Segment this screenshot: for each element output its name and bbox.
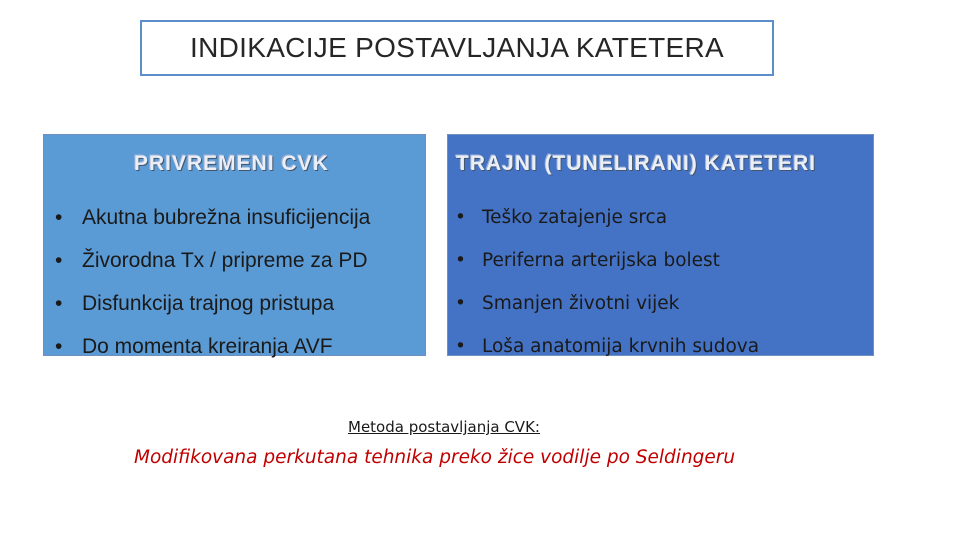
list-item xyxy=(455,282,875,325)
left-indication-list xyxy=(55,196,415,368)
list-item xyxy=(455,239,875,282)
bullet-icon: • xyxy=(455,293,466,314)
list-item-text: Loša anatomija krvnih sudova xyxy=(482,336,760,357)
method-label: Metoda postavljanja CVK: xyxy=(348,418,540,436)
bullet-icon: • xyxy=(55,206,63,229)
list-item-text: Disfunkcija trajnog pristupa xyxy=(82,292,335,315)
bullet-icon: • xyxy=(55,335,63,358)
list-item xyxy=(55,239,415,282)
right-panel-heading: TRAJNI (TUNELIRANI) KATETERI xyxy=(456,152,817,175)
list-item-text: Smanjen životni vijek xyxy=(482,293,680,314)
list-item xyxy=(55,196,415,239)
list-item xyxy=(455,325,875,368)
bullet-icon: • xyxy=(55,292,63,315)
list-item-text: Teško zatajenje srca xyxy=(482,207,668,228)
left-panel-heading: PRIVREMENI CVK xyxy=(134,152,329,175)
bullet-icon: • xyxy=(455,250,466,271)
list-item-text: Periferna arterijska bolest xyxy=(482,250,720,271)
slide-title: INDIKACIJE POSTAVLJANJA KATETERA xyxy=(140,20,774,76)
list-item-text: Do momenta kreiranja AVF xyxy=(82,335,333,358)
list-item xyxy=(55,325,415,368)
method-description: Modifikovana perkutana tehnika preko žice vodilje po Seldingeru xyxy=(134,447,736,468)
bullet-icon: • xyxy=(455,207,466,228)
right-indication-list xyxy=(455,196,875,368)
list-item xyxy=(455,196,875,239)
list-item-text: Akutna bubrežna insuficijencija xyxy=(82,206,371,229)
bullet-icon: • xyxy=(455,336,466,357)
list-item xyxy=(55,282,415,325)
bullet-icon: • xyxy=(55,249,63,272)
list-item-text: Živorodna Tx / pripreme za PD xyxy=(82,249,368,272)
